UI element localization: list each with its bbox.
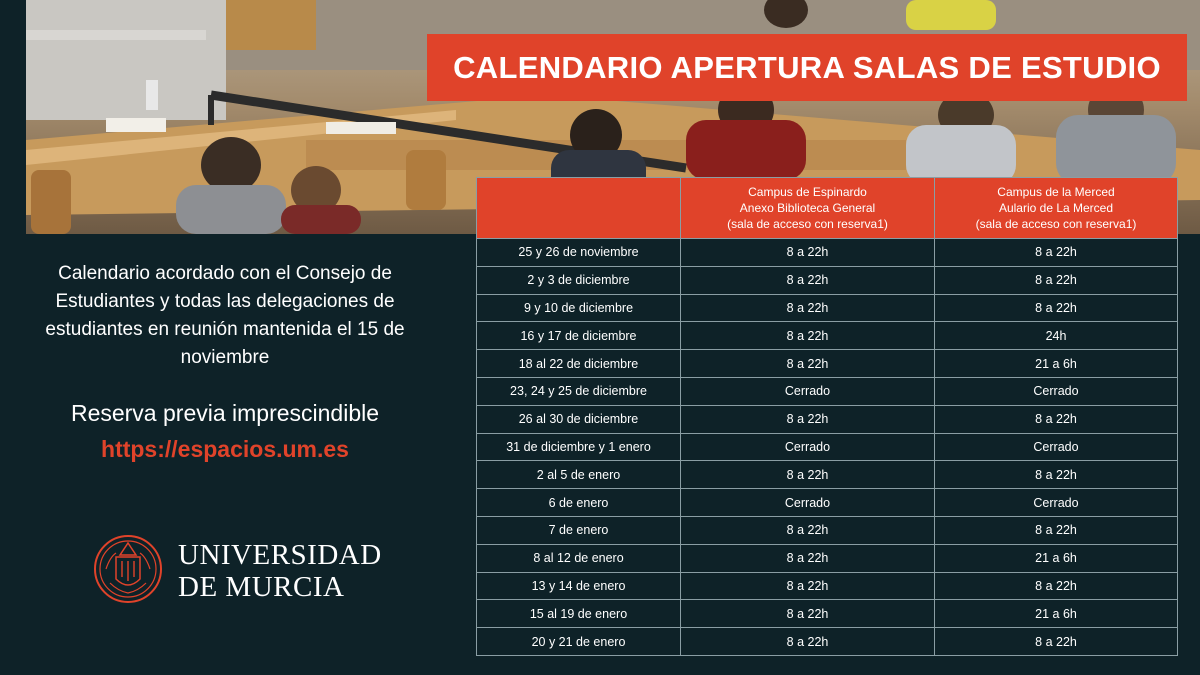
hours-cell: 8 a 22h <box>681 294 935 322</box>
column-header-line: (sala de acceso con reserva1) <box>727 217 888 231</box>
hours-cell: 8 a 22h <box>681 266 935 294</box>
date-cell: 25 y 26 de noviembre <box>477 239 681 267</box>
hours-cell: 8 a 22h <box>935 461 1178 489</box>
date-cell: 16 y 17 de diciembre <box>477 322 681 350</box>
hours-cell: 8 a 22h <box>935 628 1178 656</box>
column-header-line: Aulario de La Merced <box>998 201 1114 215</box>
intro-text: Calendario acordado con el Consejo de Estudiantes y todas las delegaciones de estudiantes en reunión mantenida el 15 de noviembre <box>45 263 405 368</box>
date-cell: 7 de enero <box>477 516 681 544</box>
logo-line-2: DE MURCIA <box>178 571 345 603</box>
hours-cell: 8 a 22h <box>935 294 1178 322</box>
schedule-body <box>477 239 1178 656</box>
hours-cell: 21 a 6h <box>935 600 1178 628</box>
hours-cell: 8 a 22h <box>681 516 935 544</box>
university-name <box>178 539 382 603</box>
date-cell: 31 de diciembre y 1 enero <box>477 433 681 461</box>
hours-cell: 21 a 6h <box>935 544 1178 572</box>
table-row <box>477 544 1178 572</box>
date-cell: 20 y 21 de enero <box>477 628 681 656</box>
hours-cell: 8 a 22h <box>681 350 935 378</box>
schedule-header-row <box>477 178 1178 239</box>
column-header-line: (sala de acceso con reserva1) <box>975 217 1137 231</box>
date-cell: 2 al 5 de enero <box>477 461 681 489</box>
hours-cell: 8 a 22h <box>935 239 1178 267</box>
date-cell: 6 de enero <box>477 489 681 517</box>
table-row <box>477 433 1178 461</box>
logo-line-1: UNIVERSIDAD <box>178 539 382 571</box>
table-row <box>477 405 1178 433</box>
date-cell: 13 y 14 de enero <box>477 572 681 600</box>
hours-cell: Cerrado <box>935 489 1178 517</box>
hours-cell: 8 a 22h <box>935 516 1178 544</box>
date-cell: 15 al 19 de enero <box>477 600 681 628</box>
column-header-0 <box>477 178 681 239</box>
university-seal-icon <box>92 533 164 605</box>
hours-cell: Cerrado <box>681 489 935 517</box>
hours-cell: 8 a 22h <box>935 266 1178 294</box>
hours-cell: Cerrado <box>935 377 1178 405</box>
hours-cell: 8 a 22h <box>681 322 935 350</box>
hours-cell: 8 a 22h <box>681 572 935 600</box>
schedule-table <box>476 177 1178 656</box>
schedule-header <box>477 178 1178 239</box>
banner-title: CALENDARIO APERTURA SALAS DE ESTUDIO <box>453 49 1161 85</box>
date-cell: 8 al 12 de enero <box>477 544 681 572</box>
column-header-line: Anexo Biblioteca General <box>739 201 876 215</box>
column-header-1 <box>681 178 935 239</box>
date-cell: 26 al 30 de diciembre <box>477 405 681 433</box>
table-row <box>477 628 1178 656</box>
hours-cell: 24h <box>935 322 1178 350</box>
reservation-label: Reserva previa imprescindible <box>70 400 380 426</box>
table-row <box>477 294 1178 322</box>
hours-cell: 8 a 22h <box>681 461 935 489</box>
hours-cell: Cerrado <box>935 433 1178 461</box>
university-logo <box>92 533 382 609</box>
hours-cell: Cerrado <box>681 377 935 405</box>
table-row <box>477 489 1178 517</box>
table-row <box>477 377 1178 405</box>
hours-cell: 8 a 22h <box>935 405 1178 433</box>
hours-cell: 8 a 22h <box>681 628 935 656</box>
date-cell: 18 al 22 de diciembre <box>477 350 681 378</box>
table-row <box>477 239 1178 267</box>
column-header-line: Campus de Espinardo <box>748 185 867 199</box>
hours-cell: 8 a 22h <box>681 544 935 572</box>
column-header-2 <box>935 178 1178 239</box>
table-row <box>477 461 1178 489</box>
reservation-link[interactable]: https://espacios.um.es <box>101 436 349 462</box>
hours-cell: Cerrado <box>681 433 935 461</box>
table-row <box>477 516 1178 544</box>
column-header-line: Campus de la Merced <box>997 185 1115 199</box>
date-cell: 2 y 3 de diciembre <box>477 266 681 294</box>
date-cell: 23, 24 y 25 de diciembre <box>477 377 681 405</box>
table-row <box>477 322 1178 350</box>
table-row <box>477 266 1178 294</box>
table-row <box>477 600 1178 628</box>
date-cell: 9 y 10 de diciembre <box>477 294 681 322</box>
hours-cell: 21 a 6h <box>935 350 1178 378</box>
table-row <box>477 350 1178 378</box>
table-row <box>477 572 1178 600</box>
hours-cell: 8 a 22h <box>681 405 935 433</box>
title-banner <box>427 34 1187 101</box>
hours-cell: 8 a 22h <box>681 600 935 628</box>
hours-cell: 8 a 22h <box>681 239 935 267</box>
hours-cell: 8 a 22h <box>935 572 1178 600</box>
